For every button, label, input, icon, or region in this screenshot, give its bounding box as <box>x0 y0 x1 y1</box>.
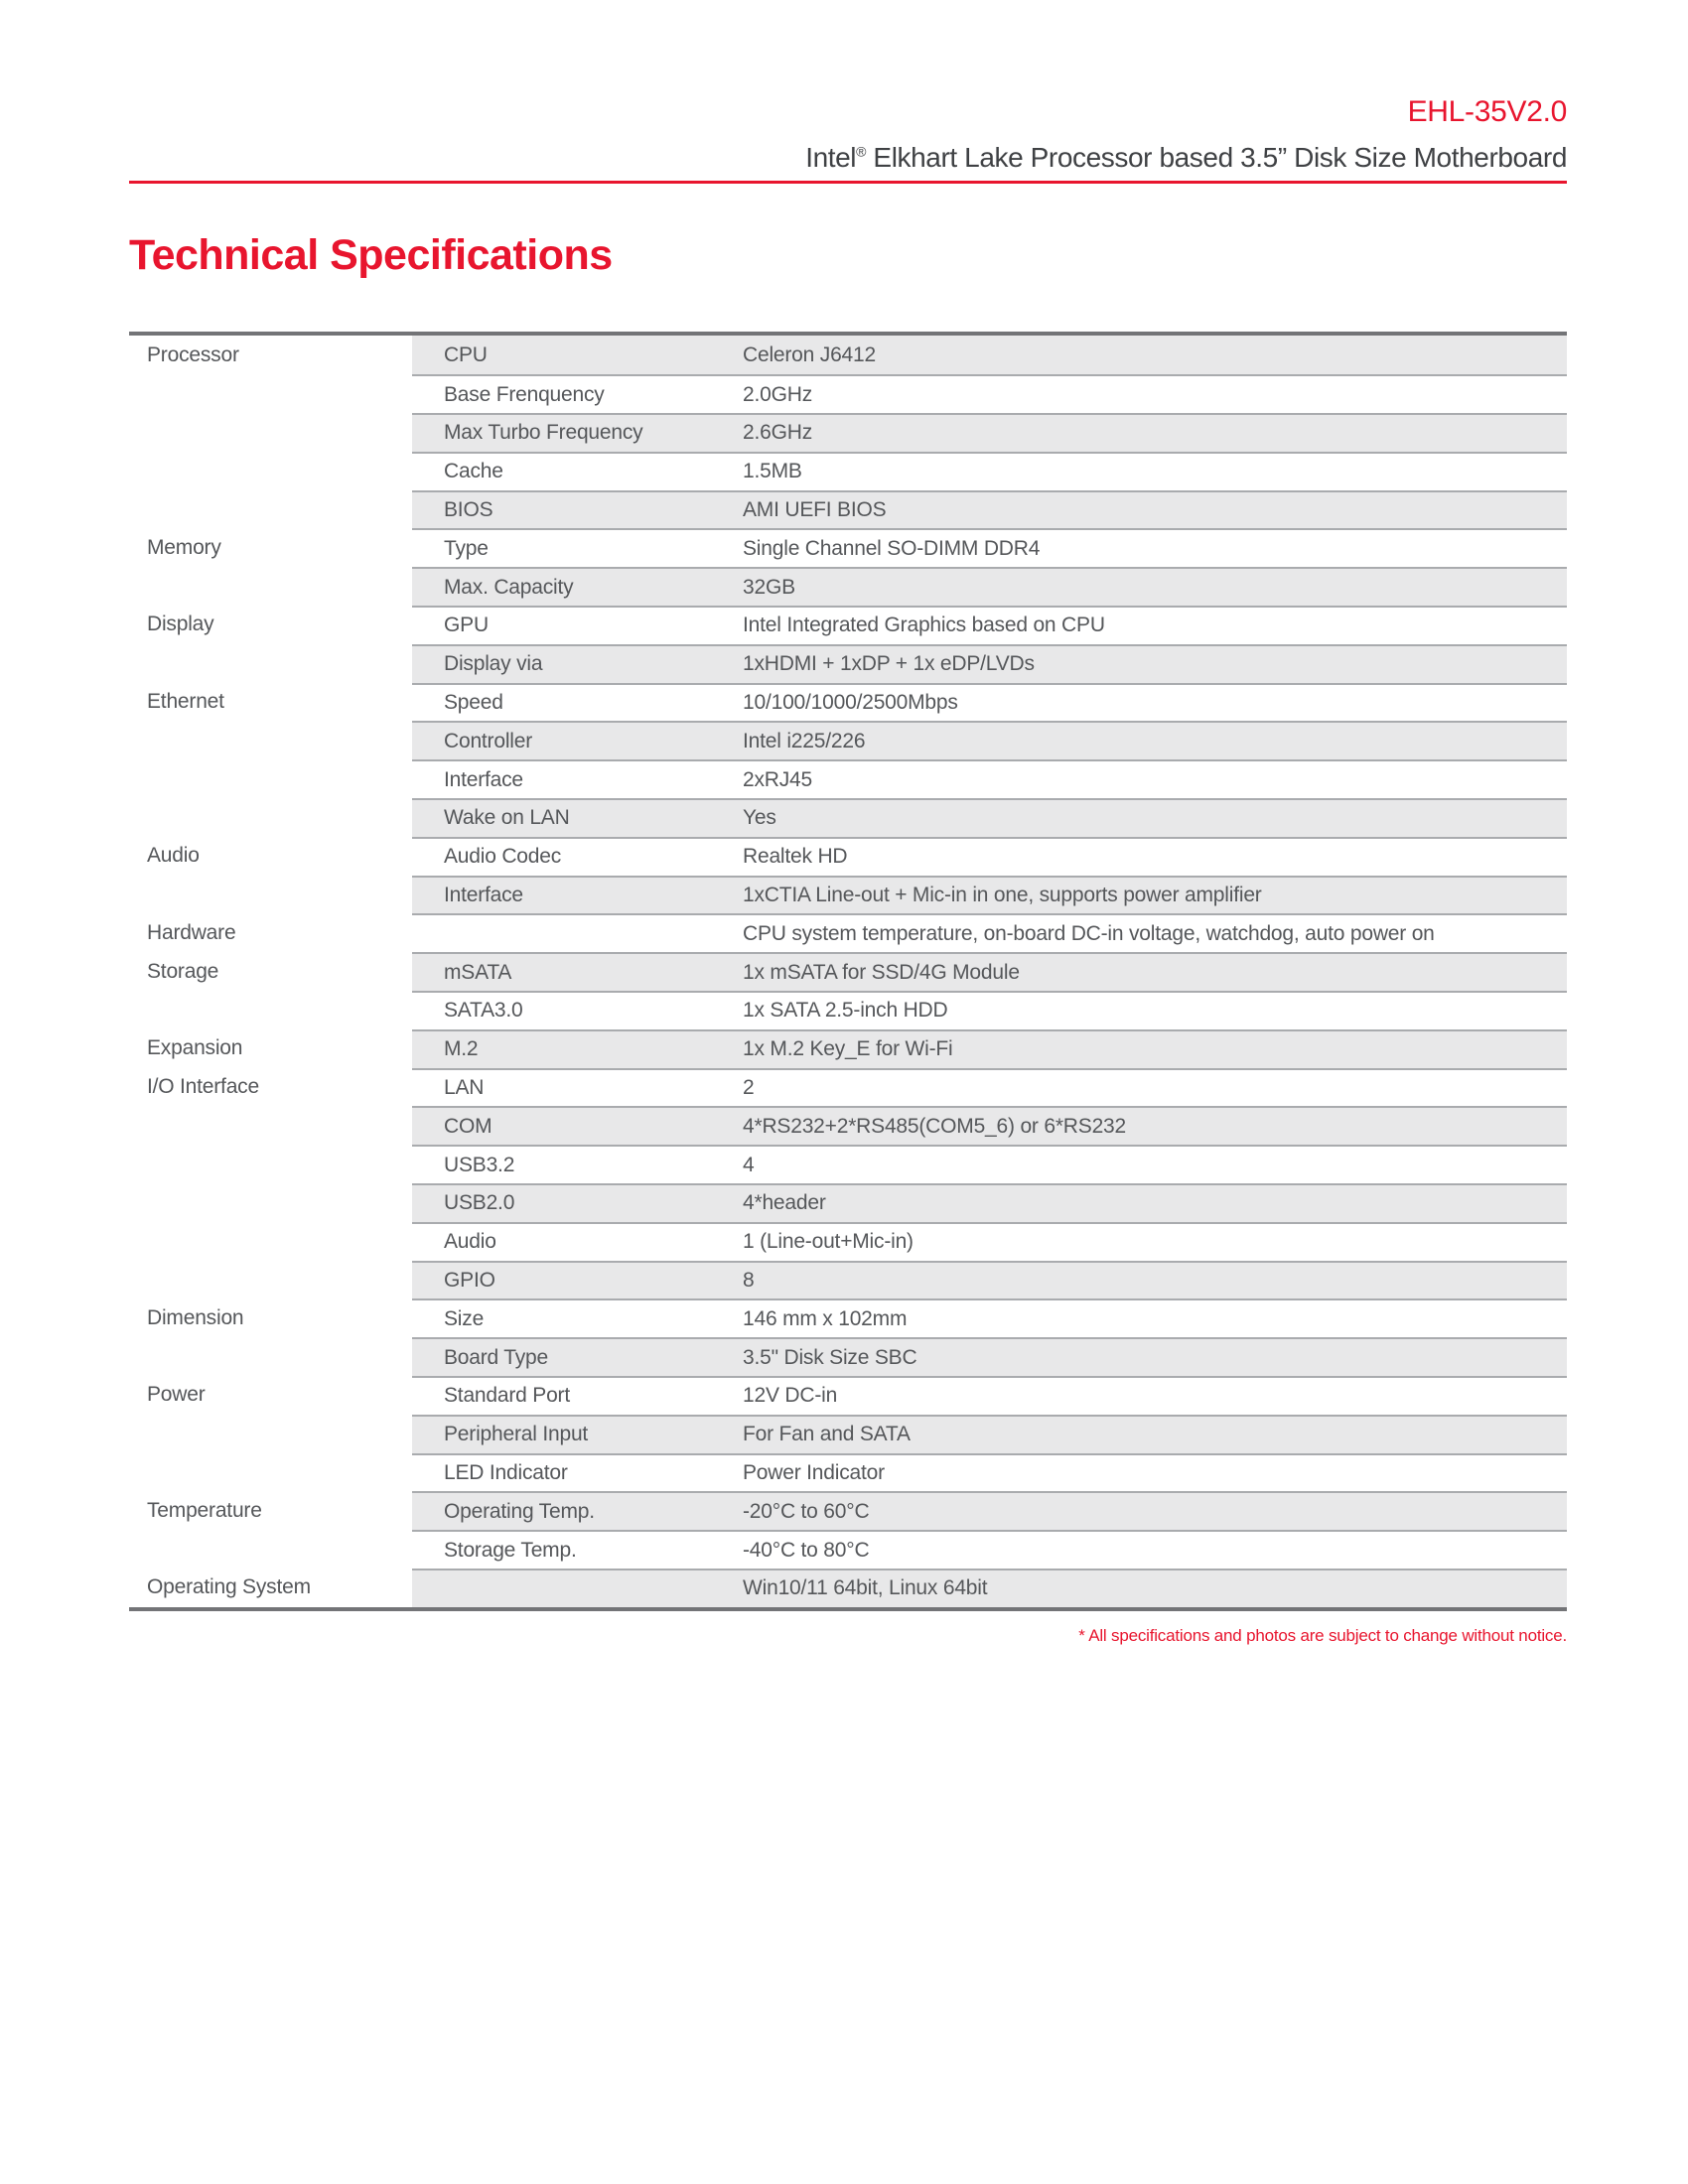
spec-attribute: Size <box>444 1306 485 1330</box>
page-content <box>129 0 1567 1646</box>
row-cells <box>412 452 1567 490</box>
spec-attribute: Controller <box>444 729 533 752</box>
row-cells <box>412 1068 1567 1107</box>
spec-value: 32GB <box>743 575 795 599</box>
spec-value: Power Indicator <box>743 1460 885 1484</box>
spec-category <box>129 991 412 1029</box>
spec-attribute: LED Indicator <box>444 1460 568 1484</box>
spec-value: Realtek HD <box>743 845 848 869</box>
spec-value: 10/100/1000/2500Mbps <box>743 691 958 714</box>
table-row <box>129 1183 1567 1222</box>
spec-category <box>129 644 412 683</box>
spec-category <box>129 1261 412 1299</box>
table-row <box>129 1106 1567 1145</box>
row-cells <box>412 1029 1567 1068</box>
subtitle-brand: Intel <box>805 142 857 173</box>
row-cells <box>412 490 1567 529</box>
spec-attribute: USB2.0 <box>444 1191 515 1215</box>
row-cells <box>412 644 1567 683</box>
spec-category: I/O Interface <box>147 1074 259 1098</box>
spec-attribute: Cache <box>444 460 503 483</box>
row-cells <box>412 413 1567 452</box>
spec-category <box>129 1337 412 1376</box>
row-cells <box>412 952 1567 991</box>
row-cells <box>412 1415 1567 1453</box>
table-row <box>129 1530 1567 1569</box>
spec-attribute: Operating Temp. <box>444 1499 595 1523</box>
row-cells <box>412 721 1567 759</box>
row-cells <box>412 837 1567 876</box>
table-row <box>129 1145 1567 1183</box>
row-cells <box>412 1491 1567 1530</box>
spec-category <box>129 1530 412 1569</box>
spec-value: AMI UEFI BIOS <box>743 498 887 522</box>
spec-value: Win10/11 64bit, Linux 64bit <box>743 1576 988 1600</box>
spec-value: -40°C to 80°C <box>743 1538 870 1562</box>
row-cells <box>412 798 1567 837</box>
spec-category: Hardware <box>147 920 236 944</box>
spec-value: 2.6GHz <box>743 421 812 445</box>
table-row <box>129 452 1567 490</box>
spec-category <box>129 567 412 606</box>
header-divider-rule <box>129 181 1567 184</box>
spec-value: For Fan and SATA <box>743 1423 911 1446</box>
table-row <box>129 721 1567 759</box>
spec-attribute: Max Turbo Frequency <box>444 421 643 445</box>
spec-attribute: Standard Port <box>444 1384 570 1408</box>
spec-attribute: USB3.2 <box>444 1153 515 1176</box>
spec-category: Temperature <box>147 1498 262 1522</box>
spec-category <box>129 1222 412 1261</box>
spec-category: Operating System <box>147 1575 311 1599</box>
row-cells <box>412 1222 1567 1261</box>
spec-value: Intel i225/226 <box>743 729 866 752</box>
spec-value: 2xRJ45 <box>743 767 813 791</box>
row-cells <box>412 1530 1567 1569</box>
spec-category: Memory <box>147 535 221 559</box>
spec-category <box>129 1183 412 1222</box>
spec-category <box>129 721 412 759</box>
spec-attribute: COM <box>444 1114 492 1138</box>
spec-category <box>129 876 412 914</box>
spec-attribute: Max. Capacity <box>444 575 574 599</box>
spec-value: Celeron J6412 <box>743 342 876 366</box>
table-row <box>129 1222 1567 1261</box>
row-cells <box>412 683 1567 722</box>
spec-value: 2.0GHz <box>743 382 812 406</box>
spec-value: 4*header <box>743 1191 826 1215</box>
spec-category <box>129 374 412 413</box>
spec-attribute: mSATA <box>444 960 512 984</box>
table-row <box>129 1415 1567 1453</box>
row-cells <box>412 567 1567 606</box>
row-cells <box>412 913 1567 952</box>
spec-category <box>129 413 412 452</box>
spec-category: Processor <box>147 342 239 366</box>
spec-category: Audio <box>147 844 200 868</box>
spec-category <box>129 1453 412 1492</box>
row-cells <box>412 1261 1567 1299</box>
spec-category <box>129 798 412 837</box>
row-cells <box>412 606 1567 644</box>
spec-category <box>129 490 412 529</box>
spec-value: 1xCTIA Line-out + Mic-in in one, supports power amplifier <box>743 883 1262 906</box>
spec-attribute: Board Type <box>444 1345 549 1369</box>
row-cells <box>412 374 1567 413</box>
spec-category: Power <box>147 1383 206 1407</box>
spec-value: 3.5" Disk Size SBC <box>743 1345 917 1369</box>
spec-value: 4*RS232+2*RS485(COM5_6) or 6*RS232 <box>743 1114 1127 1138</box>
row-cells <box>412 1106 1567 1145</box>
row-cells <box>412 1376 1567 1415</box>
spec-attribute: LAN <box>444 1075 485 1099</box>
spec-value: 1x M.2 Key_E for Wi-Fi <box>743 1037 953 1061</box>
table-row <box>129 876 1567 914</box>
table-row <box>129 490 1567 529</box>
spec-attribute: GPIO <box>444 1268 495 1292</box>
spec-value: 4 <box>743 1153 755 1176</box>
spec-attribute: Base Frenquency <box>444 382 605 406</box>
section-title: Technical Specifications <box>129 231 613 279</box>
spec-category <box>129 1415 412 1453</box>
row-cells <box>412 1145 1567 1183</box>
table-row <box>129 1298 1567 1337</box>
row-cells <box>412 1569 1567 1607</box>
row-cells <box>412 1337 1567 1376</box>
row-cells <box>412 1453 1567 1492</box>
row-cells <box>412 336 1567 374</box>
spec-attribute: Type <box>444 536 489 560</box>
spec-value: Intel Integrated Graphics based on CPU <box>743 614 1105 637</box>
spec-value: 1 (Line-out+Mic-in) <box>743 1230 914 1254</box>
spec-attribute: SATA3.0 <box>444 999 523 1023</box>
row-cells <box>412 876 1567 914</box>
spec-category: Ethernet <box>147 690 224 713</box>
spec-attribute: Storage Temp. <box>444 1538 577 1562</box>
table-row <box>129 1337 1567 1376</box>
table-row <box>129 644 1567 683</box>
table-row <box>129 837 1567 876</box>
table-row <box>129 1453 1567 1492</box>
spec-category: Display <box>147 613 214 636</box>
spec-attribute: Display via <box>444 652 543 676</box>
spec-value: 1x SATA 2.5-inch HDD <box>743 999 948 1023</box>
table-row <box>129 567 1567 606</box>
table-row <box>129 1029 1567 1068</box>
row-cells <box>412 759 1567 798</box>
subtitle-text: Elkhart Lake Processor based 3.5” Disk Size Motherboard <box>866 142 1567 173</box>
spec-attribute: Speed <box>444 691 503 714</box>
table-row <box>129 759 1567 798</box>
table-row <box>129 336 1567 374</box>
spec-attribute: Interface <box>444 767 523 791</box>
spec-attribute: Peripheral Input <box>444 1423 589 1446</box>
table-row <box>129 1491 1567 1530</box>
row-cells <box>412 528 1567 567</box>
spec-value: 146 mm x 102mm <box>743 1306 908 1330</box>
spec-value: 1.5MB <box>743 460 802 483</box>
spec-value: -20°C to 60°C <box>743 1499 870 1523</box>
table-row <box>129 683 1567 722</box>
spec-category <box>129 1106 412 1145</box>
spec-table <box>129 332 1567 1610</box>
table-row <box>129 798 1567 837</box>
spec-category: Storage <box>147 959 219 983</box>
spec-value: 8 <box>743 1268 755 1292</box>
spec-value: CPU system temperature, on-board DC-in voltage, watchdog, auto power on <box>743 921 1435 945</box>
table-row <box>129 913 1567 952</box>
product-model: EHL-35V2.0 <box>1407 95 1567 128</box>
table-row <box>129 1376 1567 1415</box>
row-cells <box>412 1183 1567 1222</box>
table-row <box>129 606 1567 644</box>
spec-value: 1xHDMI + 1xDP + 1x eDP/LVDs <box>743 652 1035 676</box>
spec-value: 2 <box>743 1075 755 1099</box>
registered-trademark-symbol: ® <box>856 143 867 160</box>
spec-value: 12V DC-in <box>743 1384 838 1408</box>
spec-attribute: Wake on LAN <box>444 806 570 830</box>
table-row <box>129 1068 1567 1107</box>
spec-category: Dimension <box>147 1305 244 1329</box>
spec-attribute: Interface <box>444 883 523 906</box>
spec-category <box>129 452 412 490</box>
table-row <box>129 374 1567 413</box>
row-cells <box>412 1298 1567 1337</box>
spec-attribute: CPU <box>444 342 488 366</box>
table-row <box>129 528 1567 567</box>
footnote: * All specifications and photos are subject to change without notice. <box>1078 1625 1567 1645</box>
spec-value: Yes <box>743 806 776 830</box>
spec-attribute: GPU <box>444 614 489 637</box>
table-row <box>129 413 1567 452</box>
spec-value: Single Channel SO-DIMM DDR4 <box>743 536 1041 560</box>
table-row <box>129 1261 1567 1299</box>
spec-attribute: BIOS <box>444 498 493 522</box>
spec-attribute: Audio Codec <box>444 845 562 869</box>
spec-category <box>129 1145 412 1183</box>
spec-attribute: Audio <box>444 1230 496 1254</box>
spec-category <box>129 759 412 798</box>
product-subtitle <box>129 144 1567 172</box>
spec-value: 1x mSATA for SSD/4G Module <box>743 960 1020 984</box>
table-row <box>129 991 1567 1029</box>
table-row <box>129 1569 1567 1607</box>
row-cells <box>412 991 1567 1029</box>
spec-category: Expansion <box>147 1036 243 1060</box>
table-row <box>129 952 1567 991</box>
spec-attribute: M.2 <box>444 1037 479 1061</box>
